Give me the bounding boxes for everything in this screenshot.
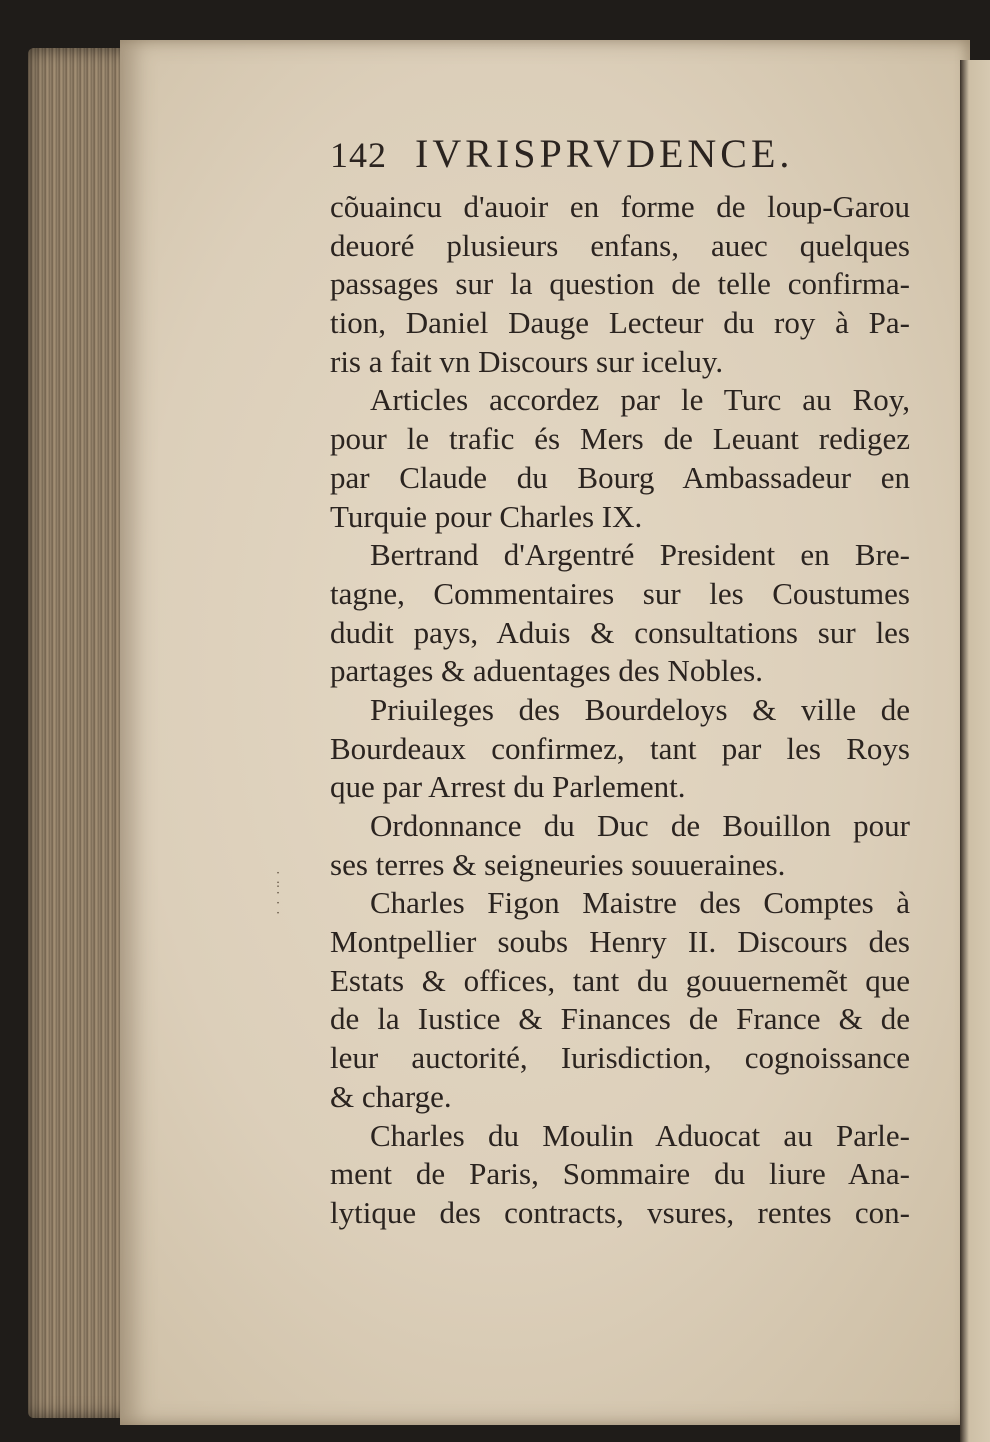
marginal-mark: · : · · · [275, 866, 281, 920]
text-line: Charles du Moulin Aduocat au Parle- [370, 1117, 910, 1153]
text-line: ris a fait vn Discours sur iceluy. [330, 343, 724, 379]
text-line: partages & aduentages des Nobles. [330, 653, 764, 689]
text-line: leur auctorité, Iurisdiction, cognoissance [330, 1040, 910, 1076]
text-line: Articles accordez par le Turc au Roy, [370, 382, 910, 418]
text-line: tion, Daniel Dauge Lecteur du roy à Pa- [330, 305, 910, 341]
text-line: pour le trafic és Mers de Leuant redigez [330, 421, 910, 457]
text-line: deuoré plusieurs enfans, auec quelques [330, 227, 910, 263]
text-line: dudit pays, Aduis & consultations sur les [330, 614, 910, 650]
text-line: lytique des contracts, vsures, rentes con- [330, 1194, 910, 1230]
text-line: Bertrand d'Argentré President en Bre- [370, 537, 910, 573]
text-line: Estats & offices, tant du gouuernemẽt que [330, 962, 910, 998]
text-line: ment de Paris, Sommaire du liure Ana- [330, 1156, 910, 1192]
text-line: Charles Figon Maistre des Comptes à [370, 885, 910, 921]
facing-page-edge [960, 60, 990, 1442]
text-line: de la Iustice & Finances de France & de [330, 1001, 910, 1037]
page-number: 142 [330, 135, 387, 175]
page-text [330, 130, 910, 1233]
body-text [330, 188, 910, 1233]
page-header [330, 130, 910, 188]
text-line: tagne, Commentaires sur les Coustumes [330, 575, 910, 611]
text-line: Priuileges des Bourdeloys & ville de [370, 691, 910, 727]
text-line: Montpellier soubs Henry II. Discours des [330, 924, 910, 960]
text-line: passages sur la question de telle confirma- [330, 266, 910, 302]
text-line: par Claude du Bourg Ambassadeur en [330, 459, 910, 495]
text-line: Ordonnance du Duc de Bouillon pour [370, 808, 910, 843]
text-line: Turquie pour Charles IX. [330, 498, 643, 534]
text-line: & charge. [330, 1078, 452, 1114]
text-line: que par Arrest du Parlement. [330, 769, 686, 805]
text-line: cõuaincu d'auoir en forme de loup-Garou [330, 189, 910, 224]
running-title: IVRISPRVDENCE. [415, 131, 794, 176]
text-line: Bourdeaux confirmez, tant par les Roys [330, 730, 910, 766]
text-line: ses terres & seigneuries souueraines. [330, 846, 786, 882]
